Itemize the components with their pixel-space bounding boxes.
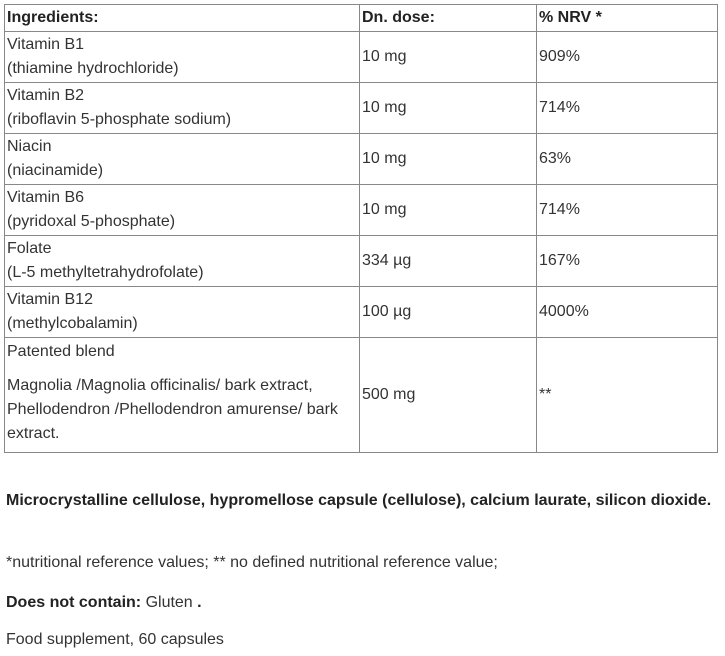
dose-cell: 500 mg <box>360 338 537 453</box>
nrv-cell: 909% <box>537 32 718 83</box>
table-row <box>5 32 718 83</box>
other-ingredients: Microcrystalline cellulose, hypromellose capsule (cellulose), calcium laurate, silicon dioxide. <box>6 492 712 509</box>
ingredient-name: Niacin <box>7 138 52 155</box>
ingredient-name: Folate <box>7 240 52 257</box>
ingredient-form: (thiamine hydrochloride) <box>7 60 179 77</box>
blend-name: Patented blend <box>7 343 115 360</box>
ingredient-name: Vitamin B2 <box>7 87 85 104</box>
ingredient-cell <box>5 83 360 134</box>
blend-spacer <box>7 364 357 374</box>
dose-cell: 10 mg <box>360 83 537 134</box>
dose-cell: 334 µg <box>360 236 537 287</box>
allergen-statement <box>6 593 202 613</box>
ingredient-form: (riboflavin 5-phosphate sodium) <box>7 111 232 128</box>
ingredient-cell <box>5 134 360 185</box>
table-header-row <box>5 5 718 32</box>
dose-cell: 10 mg <box>360 185 537 236</box>
table-row <box>5 236 718 287</box>
allergen-label: Does not contain: <box>6 594 142 611</box>
ingredient-cell <box>5 236 360 287</box>
nrv-footnote: *nutritional reference values; ** no defined nutritional reference value; <box>6 554 498 571</box>
header-dose: Dn. dose: <box>360 5 537 32</box>
allergen-value: Gluten <box>145 594 193 611</box>
table-row-blend <box>5 338 718 453</box>
ingredient-cell <box>5 32 360 83</box>
blend-description: Magnolia /Magnolia officinalis/ bark extract, Phellodendron /Phellodendron amurense/ bark extract. <box>7 377 338 442</box>
nrv-cell: 714% <box>537 83 718 134</box>
nrv-cell: 4000% <box>537 287 718 338</box>
table-row <box>5 287 718 338</box>
ingredient-form: (L-5 methyltetrahydrofolate) <box>7 264 204 281</box>
ingredient-cell <box>5 287 360 338</box>
product-info: Food supplement, 60 capsules <box>6 631 224 648</box>
table-row <box>5 185 718 236</box>
ingredient-name: Vitamin B1 <box>7 36 85 53</box>
ingredient-name: Vitamin B6 <box>7 189 85 206</box>
ingredient-form: (methylcobalamin) <box>7 315 138 332</box>
ingredient-cell <box>5 185 360 236</box>
blend-cell <box>5 338 360 453</box>
nrv-cell: ** <box>537 338 718 453</box>
nrv-cell: 714% <box>537 185 718 236</box>
allergen-end: . <box>197 594 202 611</box>
dose-cell: 10 mg <box>360 32 537 83</box>
ingredient-form: (niacinamide) <box>7 162 104 179</box>
ingredient-form: (pyridoxal 5-phosphate) <box>7 213 176 230</box>
ingredients-table <box>4 4 718 453</box>
nrv-cell: 63% <box>537 134 718 185</box>
table-row <box>5 134 718 185</box>
table-row <box>5 83 718 134</box>
ingredient-name: Vitamin B12 <box>7 291 93 308</box>
header-nrv: % NRV * <box>537 5 718 32</box>
dose-cell: 10 mg <box>360 134 537 185</box>
header-ingredients: Ingredients: <box>5 5 360 32</box>
dose-cell: 100 µg <box>360 287 537 338</box>
nrv-cell: 167% <box>537 236 718 287</box>
